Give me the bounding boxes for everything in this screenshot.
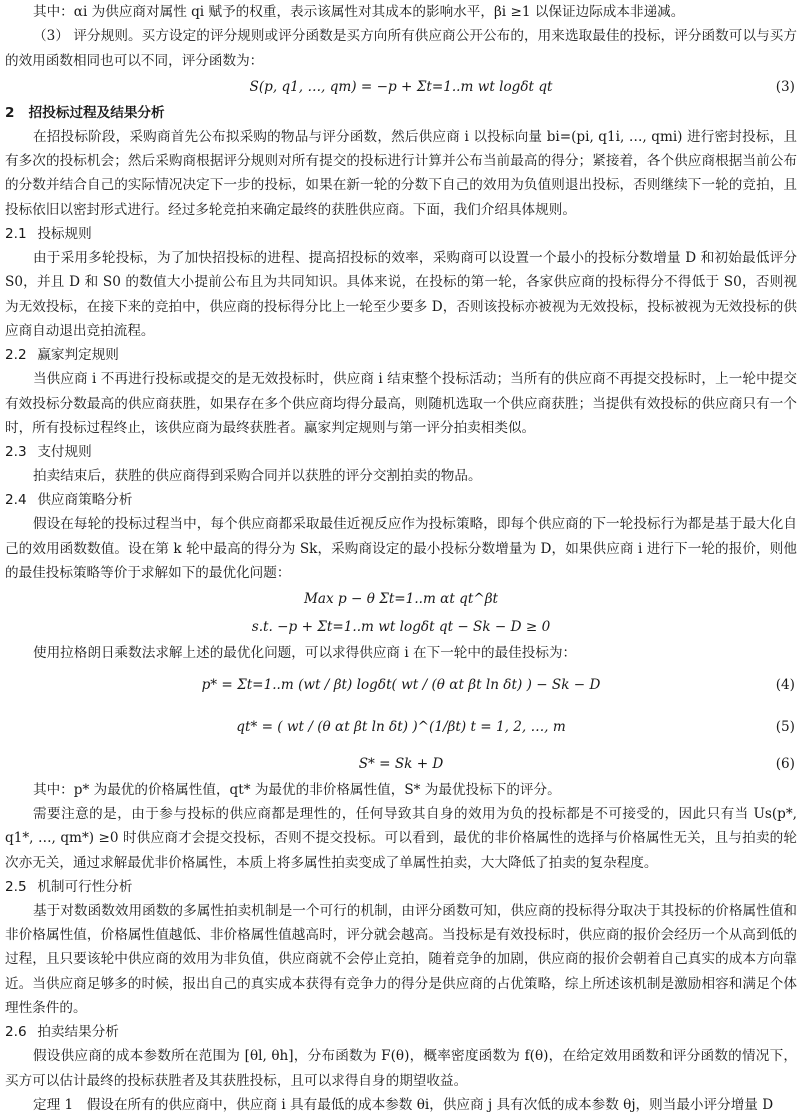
equation-3 <box>5 73 797 101</box>
section-heading-2-6 <box>5 1020 797 1044</box>
section-heading-2-4 <box>5 488 797 512</box>
paragraph-scoring-rule: （3） 评分规则。买方设定的评分规则或评分函数是买方向所有供应商公开公布的，用来选取最佳的投标，评分函数可以与买方的效用函数相同也可以不同，评分函数为： <box>5 28 797 69</box>
equation-objective-body: Max p − θ Σt=1..m αt qt^βt <box>303 591 499 608</box>
paragraph-theorem-1: 定理 1 假设在所有的供应商中，供应商 i 具有最低的成本参数 θi，供应商 j 具有次低的成本参数 θj，则当最小评分增量 D <box>33 1096 774 1113</box>
equation-5-label: (5) <box>775 718 795 735</box>
equation-4-label: (4) <box>775 676 795 693</box>
section-title: 供应商策略分析 <box>37 492 133 509</box>
equation-5-body: qt* = ( wt / (θ αt βt ln δt) )^(1/βt) t = 1, 2, …, m <box>236 718 566 735</box>
section-number: 2.6 <box>5 1024 27 1041</box>
equation-6-body: S* = Sk + D <box>358 755 444 772</box>
paragraph-strategy: 假设在每轮的投标过程当中，每个供应商都采取最佳近视反应作为投标策略，即每个供应商的下一轮投标行为都是基于最大化自己的效用函数数值。设在第 k 轮中最高的得分为 Sk，采购商设定的最小投标分数增量为 D，如果供应商 i 进行下一轮的报价，则他的最佳投标策略等价于求解如下的最优化问题： <box>5 516 797 582</box>
section-number: 2.2 <box>5 347 27 364</box>
section-number: 2.3 <box>5 444 27 461</box>
section-title: 赢家判定规则 <box>37 347 119 364</box>
section-title: 机制可行性分析 <box>37 878 133 895</box>
section-number: 2 <box>5 104 15 121</box>
paragraph-lagrange: 使用拉格朗日乘数法求解上述的最优化问题，可以求得供应商 i 在下一轮中的最佳投标为： <box>33 645 577 662</box>
section-title: 支付规则 <box>37 444 92 461</box>
paragraph-winner-rules: 当供应商 i 不再进行投标或提交的是无效投标时，供应商 i 结束整个投标活动；当所有的供应商不再提交投标时，上一轮中提交有效投标分数最高的供应商获胜，如果存在多个供应商均得分最高，则随机选取一个供应商获胜；当提供有效投标的供应商只有一个时，所有投标过程终止，该供应商为最终获胜者。赢家判定规则与第一评分拍卖相类似。 <box>5 371 797 436</box>
section-heading-2-2 <box>5 343 797 367</box>
section-title: 招投标过程及结果分析 <box>28 104 165 121</box>
paragraph-rationality: 需要注意的是，由于参与投标的供应商都是理性的，任何导致其自身的效用为负的投标都是不可接受的，因此只有当 Us(p*, q1*, …, qm*) ≥0 时供应商才会提交投标，否则不提交投标。可以看到，最优的非价格属性的选择与价格属性无关，且与拍卖的轮次亦无关，通过求解最优非价格属性，本质上将多属性拍卖变成了单属性拍卖，大大降低了拍卖的复杂程度。 <box>5 805 797 871</box>
equation-4-body: p* = Σt=1..m (wt / βt) logδt( wt / (θ αt βt ln δt) ) − Sk − D <box>201 676 601 693</box>
section-number: 2.5 <box>5 878 27 895</box>
section-title: 拍卖结果分析 <box>37 1024 119 1041</box>
paper-page <box>5 0 797 1117</box>
equation-constraint-body: s.t. −p + Σt=1..m wt logδt qt − Sk − D ≥ 0 <box>251 619 551 636</box>
paragraph-bidding-rules: 由于采用多轮投标，为了加快招投标的进程、提高招投标的效率，采购商可以设置一个最小的投标分数增量 D 和初始最低评分 S0，并且 D 和 S0 的数值大小提前公布且为共同知识。具体来说，在投标的第一轮，各家供应商的投标得分不得低于 S0，否则视为无效投标，在接下来的竞拍中，供应商的投标得分比上一轮至少要多 D，否则该投标亦被视为无效投标，投标被视为无效投标的供应商自动退出竞拍流程。 <box>5 250 797 339</box>
section-number: 2.1 <box>5 226 27 243</box>
equation-optimization-objective <box>5 585 797 613</box>
equation-3-body: S(p, q1, …, qm) = −p + Σt=1..m wt logδt qt <box>249 78 553 95</box>
paragraph-optimal-notes: 其中：p* 为最优的价格属性值，qt* 为最优的非价格属性值，S* 为最优投标下的评分。 <box>33 781 561 798</box>
section-number: 2.4 <box>5 492 27 509</box>
equation-6 <box>5 750 797 778</box>
paragraph-bidding-process: 在招投标阶段，采购商首先公布拟采购的物品与评分函数，然后供应商 i 以投标向量 bi=(pi, q1i, …, qmi) 进行密封投标，且有多次的投标机会；然后采购商根据评分规则对所有提交的投标进行计算并公布当前最高的得分；紧接着，各个供应商根据当前公布的分数并结合自己的实际情况决定下一步的投标，如果在新一轮的分数下自己的效用为负值则退出投标，否则继续下一轮的竞拍，且投标依旧以密封形式进行。经过多轮竞拍来确定最终的获胜供应商。下面，我们介绍具体规则。 <box>5 128 797 218</box>
paragraph-results: 假设供应商的成本参数所在范围为 [θl, θh]，分布函数为 F(θ)，概率密度函数为 f(θ)，在给定效用函数和评分函数的情况下，买方可以估计最终的投标获胜者及其获胜投标，且可以求得自身的期望收益。 <box>5 1048 797 1089</box>
section-title: 投标规则 <box>37 226 92 243</box>
section-heading-2-5 <box>5 875 797 899</box>
equation-optimization-constraint <box>5 613 797 641</box>
equation-3-label: (3) <box>775 78 795 95</box>
equation-6-label: (6) <box>775 755 795 772</box>
paragraph-feasibility: 基于对数函数效用函数的多属性拍卖机制是一个可行的机制，由评分函数可知，供应商的投标得分取决于其投标的价格属性值和非价格属性值，价格属性值越低、非价格属性值越高时，评分就会越高。当投标是有效投标时，供应商的报价会经历一个从高到低的过程，且只要该轮中供应商的效用为非负值，供应商就不会停止竞拍，随着竞争的加剧，供应商的报价会朝着自己真实的成本方向靠近。当供应商足够多的时候，报出自己的真实成本获得有竞争力的得分是供应商的占优策略，综上所述该机制是激励相容和满足个体理性条件的。 <box>5 902 797 1017</box>
paragraph-payment-rules: 拍卖结束后，获胜的供应商得到采购合同并以获胜的评分交割拍卖的物品。 <box>33 468 482 485</box>
equation-5 <box>5 704 797 750</box>
paragraph-weight-note: 其中：αi 为供应商对属性 qi 赋予的权重，表示该属性对其成本的影响水平，βi ≥1 以保证边际成本非递减。 <box>33 4 685 20</box>
section-heading-2-3 <box>5 440 797 464</box>
section-heading-2-1 <box>5 222 797 246</box>
section-heading-2 <box>5 101 797 125</box>
equation-4 <box>5 666 797 704</box>
